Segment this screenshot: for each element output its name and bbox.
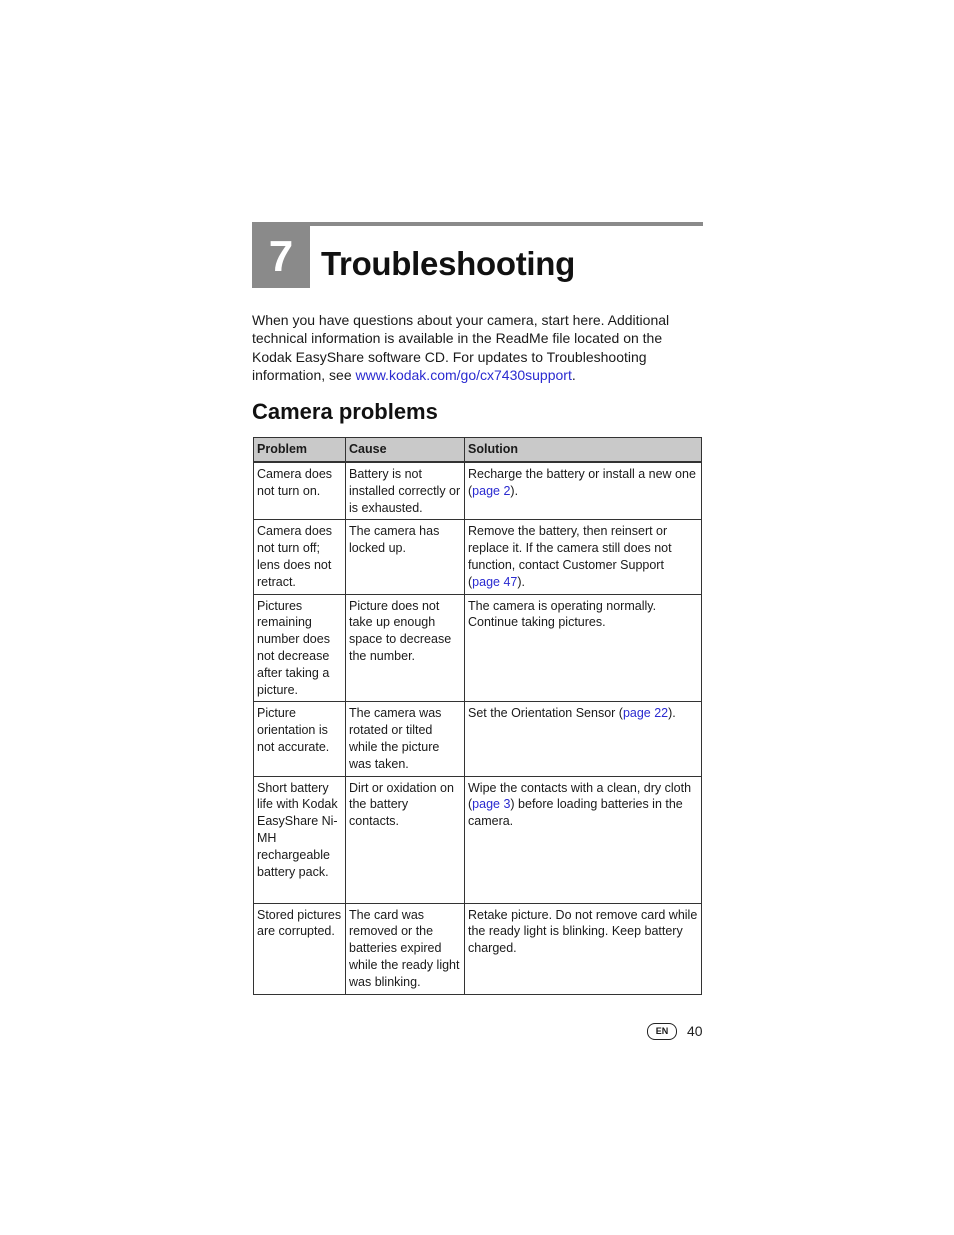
solution-text: Recharge the battery or install a new one (	[468, 467, 696, 498]
page-title: Troubleshooting	[321, 245, 575, 282]
cause-cell: Battery is not installed correctly or is exhausted.	[346, 462, 465, 520]
solution-text-end: ).	[668, 706, 676, 721]
header-solution: Solution	[465, 438, 702, 463]
cause-cell: The camera was rotated or tilted while the picture was taken.	[346, 702, 465, 776]
page-number: 40	[687, 1023, 703, 1039]
table-row	[254, 520, 702, 594]
problem-cell: Short battery life with Kodak EasyShare Ni-MH rechargeable battery pack.	[254, 776, 346, 903]
table-header-row	[254, 438, 702, 463]
chapter-number: 7	[252, 222, 310, 288]
section-title: Camera problems	[252, 399, 438, 424]
solution-cell	[465, 776, 702, 903]
solution-cell	[465, 594, 702, 702]
cause-cell: The card was removed or the batteries expired while the ready light was blinking.	[346, 903, 465, 994]
table-row	[254, 702, 702, 776]
header-problem: Problem	[254, 438, 346, 463]
solution-text: Wipe the contacts with a clean, dry cloth (	[468, 780, 692, 812]
page-link[interactable]: page 47	[472, 574, 518, 589]
table-row	[254, 903, 702, 994]
intro-text: When you have questions about your camera, start here. Additional technical information is available in the ReadMe file located on the Kodak EasyShare software CD. For updates to Troubleshooting information, see	[252, 312, 670, 384]
language-badge: EN	[647, 1023, 677, 1040]
problem-cell: Camera does not turn off; lens does not retract.	[254, 520, 346, 594]
intro-end: .	[571, 367, 576, 384]
header-cause: Cause	[346, 438, 465, 463]
solution-cell	[465, 462, 702, 520]
table-row	[254, 776, 702, 903]
support-link[interactable]: www.kodak.com/go/cx7430support	[355, 367, 572, 384]
solution-text-end: ) before loading batteries in the camera.	[468, 797, 683, 829]
solution-text: Retake picture. Do not remove card while the ready light is blinking. Keep battery charged.	[468, 907, 698, 956]
table-row	[254, 462, 702, 520]
problem-cell: Camera does not turn on.	[254, 462, 346, 520]
chapter-rule	[252, 222, 703, 226]
cause-cell: Picture does not take up enough space to decrease the number.	[346, 594, 465, 702]
solution-cell	[465, 903, 702, 994]
solution-text-end: ).	[510, 483, 519, 498]
solution-text: The camera is operating normally. Continue taking pictures.	[468, 598, 657, 630]
solution-cell	[465, 702, 702, 776]
solution-text: Set the Orientation Sensor (	[468, 706, 623, 721]
intro-paragraph	[252, 311, 704, 385]
cause-cell: Dirt or oxidation on the battery contacts.	[346, 776, 465, 903]
solution-text-end: ).	[517, 574, 525, 589]
page-link[interactable]: page 2	[472, 483, 511, 498]
problem-cell: Stored pictures are corrupted.	[254, 903, 346, 994]
problems-table	[253, 437, 702, 995]
page-footer	[647, 1020, 703, 1042]
page-link[interactable]: page 22	[622, 706, 669, 721]
cause-cell: The camera has locked up.	[346, 520, 465, 594]
page-link[interactable]: page 3	[472, 797, 511, 812]
problem-cell: Picture orientation is not accurate.	[254, 702, 346, 776]
table-row	[254, 594, 702, 702]
solution-text: Remove the battery, then reinsert or replace it. If the camera still does not function, contact Customer Support (	[468, 524, 672, 589]
solution-cell	[465, 520, 702, 594]
problem-cell: Pictures remaining number does not decrease after taking a picture.	[254, 594, 346, 702]
